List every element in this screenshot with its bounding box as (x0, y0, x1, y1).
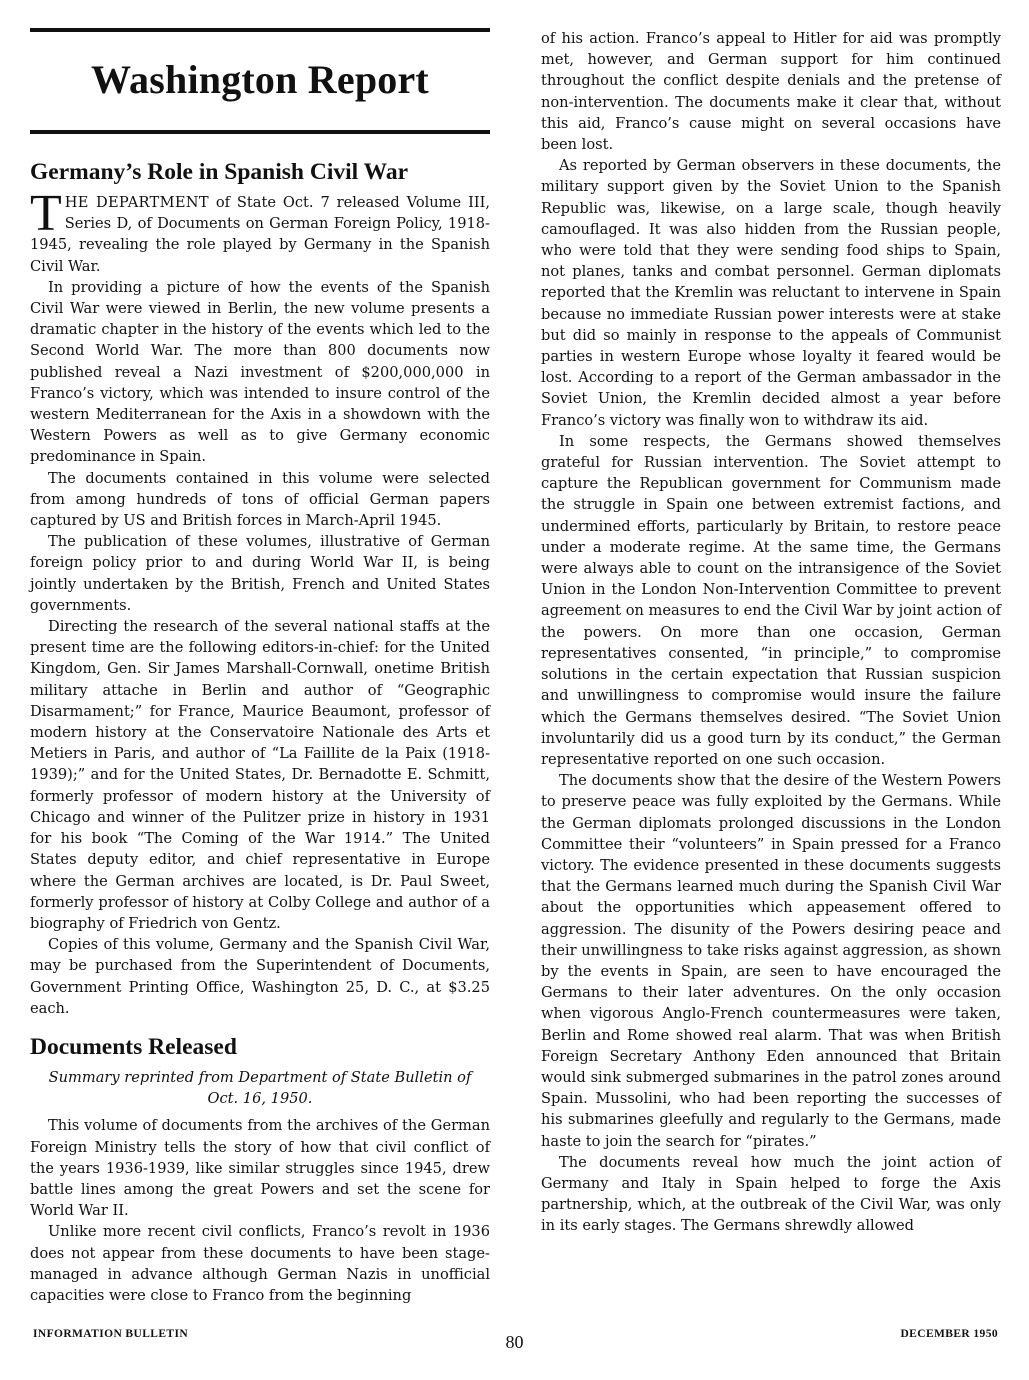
article1-headline: Germany’s Role in Spanish Civil War (30, 159, 409, 185)
footer-publication: INFORMATION BULLETIN (33, 1328, 189, 1340)
article2-summary-note: Summary reprinted from Department of State Bulletin of Oct. 16, 1950. (48, 1068, 472, 1108)
left-column (30, 28, 490, 1306)
article1-lead-paragraph (30, 185, 491, 277)
article2-paragraph: As reported by German observers in these documents, the military support given by the Soviet Union to the Spanish Republic was, likewise, on a large scale, though heavily camouflaged. It was also hidden from the Russian people, who were told that they were sending food ships to Spain, not planes, tanks and combat personnel. German diplomats reported that the Kremlin was reluctant to intervene in Spain because no immediate Russian power interests were at stake but did so mainly in response to the appeals of Communist parties in western Europe whose loyalty it feared would be lost. According to a report of the German ambassador in the Soviet Union, the Kremlin decided almost a year before Franco’s victory was finally won to withdraw its aid. (541, 157, 1001, 429)
article2-continuation: of his action. Franco’s appeal to Hitler for aid was promptly met, however, and German support for him continued throughout the conflict despite denials and the pretense of non-intervention. The documents make it clear that, without this aid, Franco’s cause might on several occasions have been lost. (541, 30, 1001, 154)
footer-page-number: 80 (505, 1332, 524, 1352)
article2-paragraph: The documents show that the desire of the Western Powers to preserve peace was fully exploited by the Germans. While the German diplomats prolonged discussions in the London Committee their “volunteers” in Spain pressed for a Franco victory. The evidence presented in these documents suggests that the Germans learned much during the Spanish Civil War about the opportunities which appeasement offered to aggression. The disunity of the Powers desiring peace and their unwillingness to take risks against aggression, as shown by the events in Spain, are seen to have encouraged the Germans to their later adventures. On the only occasion when vigorous Anglo-French countermeasures were taken, Berlin and Rome showed real alarm. That was when British Foreign Secretary Anthony Eden announced that Britain would sink submerged submarines in the patrol zones around Spain. Mussolini, who had been reporting the successes of his submarines gleefully and regularly to the Germans, made haste to join the search for “pirates.” (541, 772, 1001, 1150)
page-footer (0, 1326, 1029, 1356)
article2-paragraph: The documents reveal how much the joint action of Germany and Italy in Spain helped to forge the Axis partnership, which, at the outbreak of the Civil War, was only in its early stages. The Germans shrewdly allowed (541, 1153, 1001, 1235)
article2-paragraph: In some respects, the Germans showed themselves grateful for Russian intervention. The Soviet attempt to capture the Republican government for Communism made the struggle in Spain one between extremist factions, and undermined efforts, particularly by Britain, to restore peace under a moderate regime. At the same time, the Germans were always able to count on the intransigence of the Soviet Union in the London Non-Intervention Committee to prevent agreement on measures to end the Civil War by joint action of the powers. On more than one occasion, German representatives consented, “in principle,” to compromise solutions in the certain expectation that Russian suspicion and unwillingness to compromise would insure the failure which the Germans themselves desired. “The Soviet Union involuntarily did us a good turn by its conduct,” the German representative reported on one such occasion. (541, 432, 1001, 768)
article1-paragraph: Directing the research of the several national staffs at the present time are the following editors-in-chief: for the United Kingdom, Gen. Sir James Marshall-Cornwall, onetime British military attache in Berlin and author of “Geographic Disarmament;” for France, Maurice Beaumont, professor of modern history at the Conservatoire Nationale des Arts et Metiers in Paris, and author of “La Faillite de la Paix (1918-1939);” and for the United States, Dr. Bernadotte E. Schmitt, formerly professor of modern history at the University of Chicago and winner of the Pulitzer prize in history in 1931 for his book “The Coming of the War 1914.” The United States deputy editor, and chief representative in Europe where the German archives are located, is Dr. Paul Sweet, formerly professor of history at Colby College and author of a biography of Friedrich von Gentz. (30, 618, 490, 932)
article2-headline: Documents Released (30, 1033, 237, 1060)
lead-small-caps: HE DEPARTMENT (64, 194, 209, 211)
article2-paragraph: Unlike more recent civil conflicts, Franco’s revolt in 1936 does not appear from these documents to have been stage-managed in advance although German Nazis in unofficial capacities were close to Franco from the beginning (30, 1223, 490, 1304)
article1-paragraph: Copies of this volume, Germany and the Spanish Civil War, may be purchased from the Superintendent of Documents, Government Printing Office, Washington 25, D. C., at $3.25 each. (30, 936, 490, 1017)
article2-paragraph: This volume of documents from the archives of the German Foreign Ministry tells the story of how that civil conflict of the years 1936-1939, like similar struggles since 1945, drew battle lines among the great Powers and set the scene for World War II. (30, 1117, 490, 1220)
masthead-bottom-rule (30, 130, 490, 134)
masthead-title: Washington Report (91, 57, 429, 102)
footer-date: DECEMBER 1950 (900, 1328, 998, 1340)
article1-paragraph: In providing a picture of how the events of the Spanish Civil War were viewed in Berlin, the new volume presents a dramatic chapter in the history of the events which led to the Second World War. The more than 800 documents now published reveal a Nazi investment of $200,000,000 in Franco’s victory, which was intended to insure control of the western Mediterranean for the Axis in a showdown with the Western Powers as well as to give Germany economic predominance in Spain. (30, 278, 490, 466)
article1-paragraph: The documents contained in this volume were selected from among hundreds of tons of official German papers captured by US and British forces in March-April 1945. (30, 469, 490, 530)
article1-paragraph: The publication of these volumes, illustrative of German foreign policy prior to and during World War II, is being jointly undertaken by the British, French and United States governments. (30, 533, 490, 614)
right-column (541, 28, 1001, 1237)
drop-cap: T (30, 185, 62, 242)
lead-text: of State Oct. 7 released Volume III, Series D, of Documents on German Foreign Policy, 1918-1945, revealing the role played by Germany in the Spanish Civil War. (30, 194, 491, 275)
